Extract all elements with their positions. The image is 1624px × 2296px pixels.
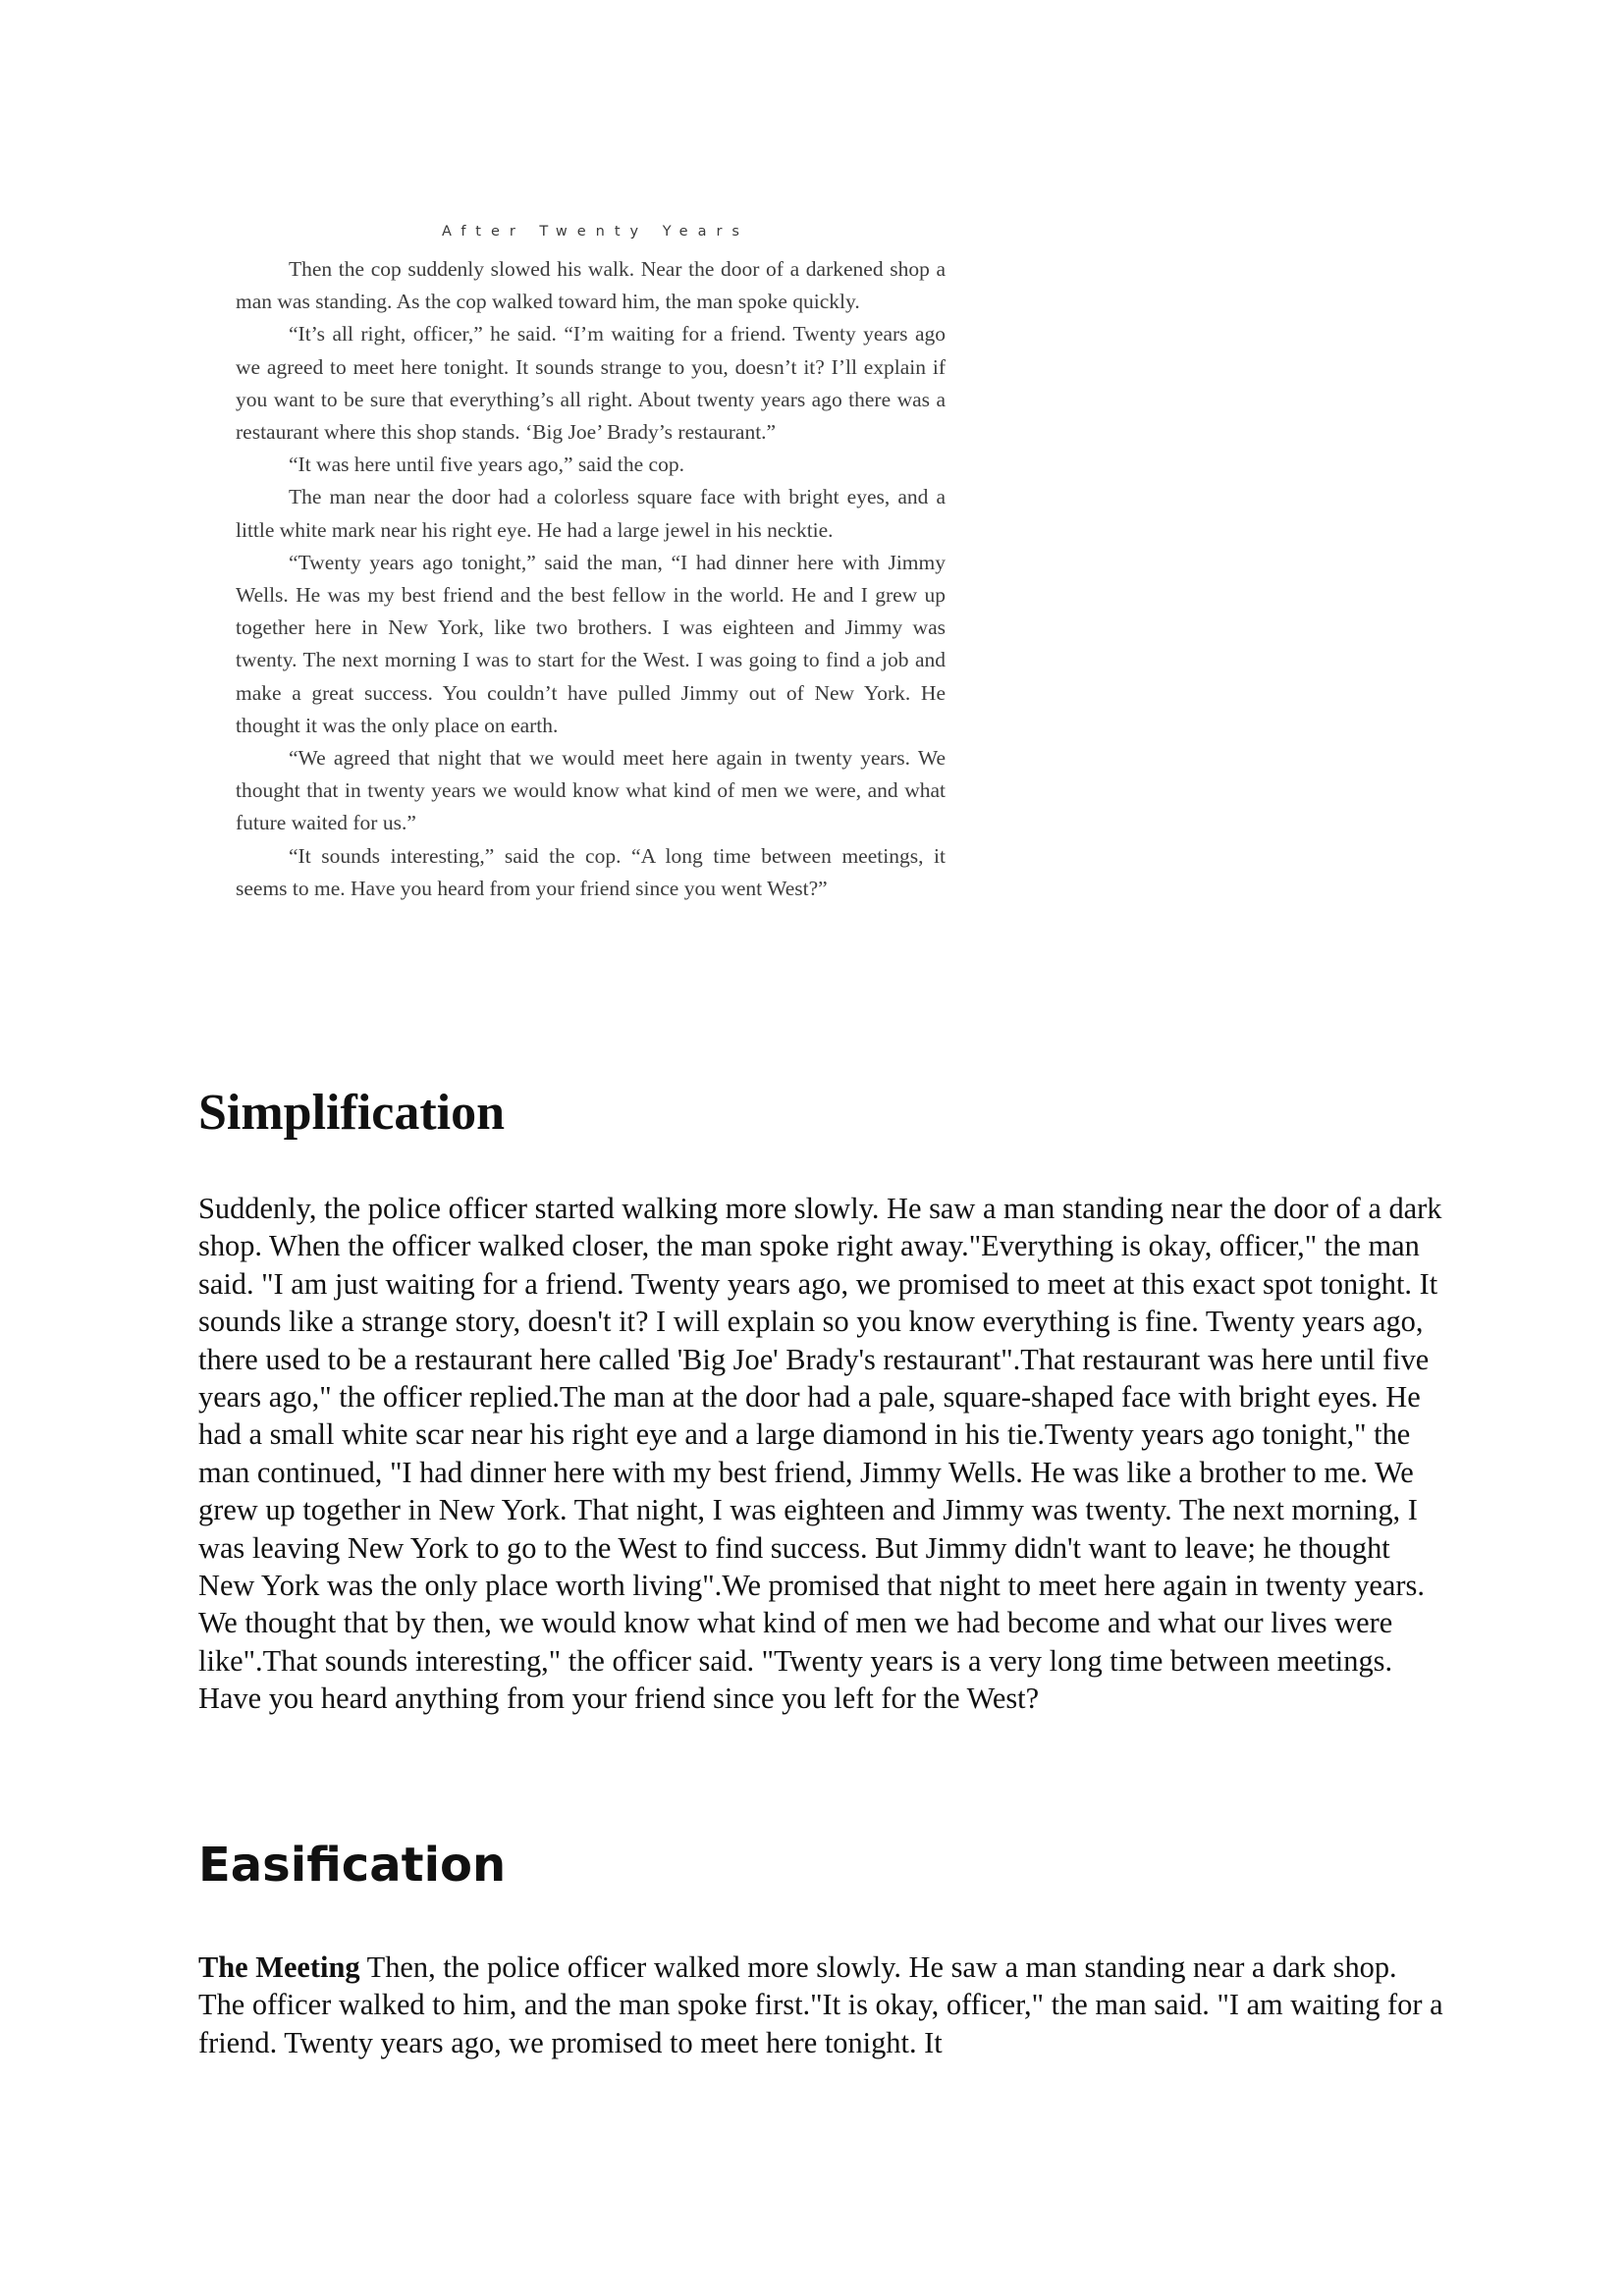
simplification-text: Suddenly, the police officer started walking more slowly. He saw a man standing near the door of a dark shop. When the officer walked closer, the man spoke right away."Everything is okay, officer," the man said. "I am just waiting for a friend. Twenty years ago, we promised to meet at this exact spot tonight. It sounds like a strange story, doesn't it? I will explain so you know everything is fine. Twenty years ago, there used to be a restaurant here called 'Big Joe' Brady's restaurant".That restaurant was here until five years ago," the officer replied.The man at the door had a pale, square-shaped face with bright eyes. He had a small white scar near his right eye and a large diamond in his tie.Twenty years ago tonight," the man continued, "I had dinner here with my best friend, Jimmy Wells. He was like a brother to me. We grew up together in New York. That night, I was eighteen and Jimmy was twenty. The next morning, I was leaving New York to go to the West to find success. But Jimmy didn't want to leave; he thought New York was the only place worth living".We promised that night to meet here again in twenty years. We thought that by then, we would know what kind of men we had become and what our lives were like".That sounds interesting," the officer said. "Twenty years is a very long time between meetings. Have you heard anything from your friend since you left for the West?: [198, 1192, 1442, 1716]
scan-paragraph-2: “It’s all right, officer,” he said. “I’m waiting for a friend. Twenty years ago we agreed to meet here tonight. It sounds strange to you, doesn’t it? I’ll explain if you want to be sure that everything’s all right. About twenty years ago there was a restaurant where this shop stands. ‘Big Joe’ Brady’s restaurant.”: [236, 322, 946, 445]
easification-text: [198, 1949, 1443, 2061]
easification-subtitle: The Meeting: [198, 1950, 360, 1984]
easification-body: Then, the police officer walked more slowly. He saw a man standing near a dark shop. The officer walked to him, and the man spoke first."It is okay, officer," the man said. "I am waiting for a friend. Twenty years ago, we promised to meet here tonight. It: [198, 1950, 1443, 2059]
simplification-heading: Simplification: [198, 1085, 506, 1141]
scan-paragraph-3: “It was here until five years ago,” said the cop.: [289, 453, 684, 477]
running-head: After Twenty Years: [442, 224, 749, 240]
scan-paragraph-6: “We agreed that night that we would meet here again in twenty years. We thought that in twenty years we would know what kind of men we were, and what future waited for us.”: [236, 746, 946, 835]
scanned-book-page: [236, 224, 946, 1088]
scan-paragraph-7: “It sounds interesting,” said the cop. “A long time between meetings, it seems to me. Have you heard from your friend since you went West?”: [236, 843, 946, 900]
scan-paragraph-4: The man near the door had a colorless square face with bright eyes, and a little white mark near his right eye. He had a large jewel in his necktie.: [236, 485, 946, 542]
easification-heading: Easification: [198, 1838, 507, 1893]
scan-paragraph-1: Then the cop suddenly slowed his walk. Near the door of a darkened shop a man was standing. As the cop walked toward him, the man spoke quickly.: [236, 257, 946, 314]
scan-paragraph-5: “Twenty years ago tonight,” said the man, “I had dinner here with Jimmy Wells. He was my best friend and the best fellow in the world. He and I grew up together here in New York, like two brothers. I was eighteen and Jimmy was twenty. The next morning I was to start for the West. I was going to find a job and make a great success. You couldn’t have pulled Jimmy out of New York. He thought it was the only place on earth.: [236, 550, 946, 737]
